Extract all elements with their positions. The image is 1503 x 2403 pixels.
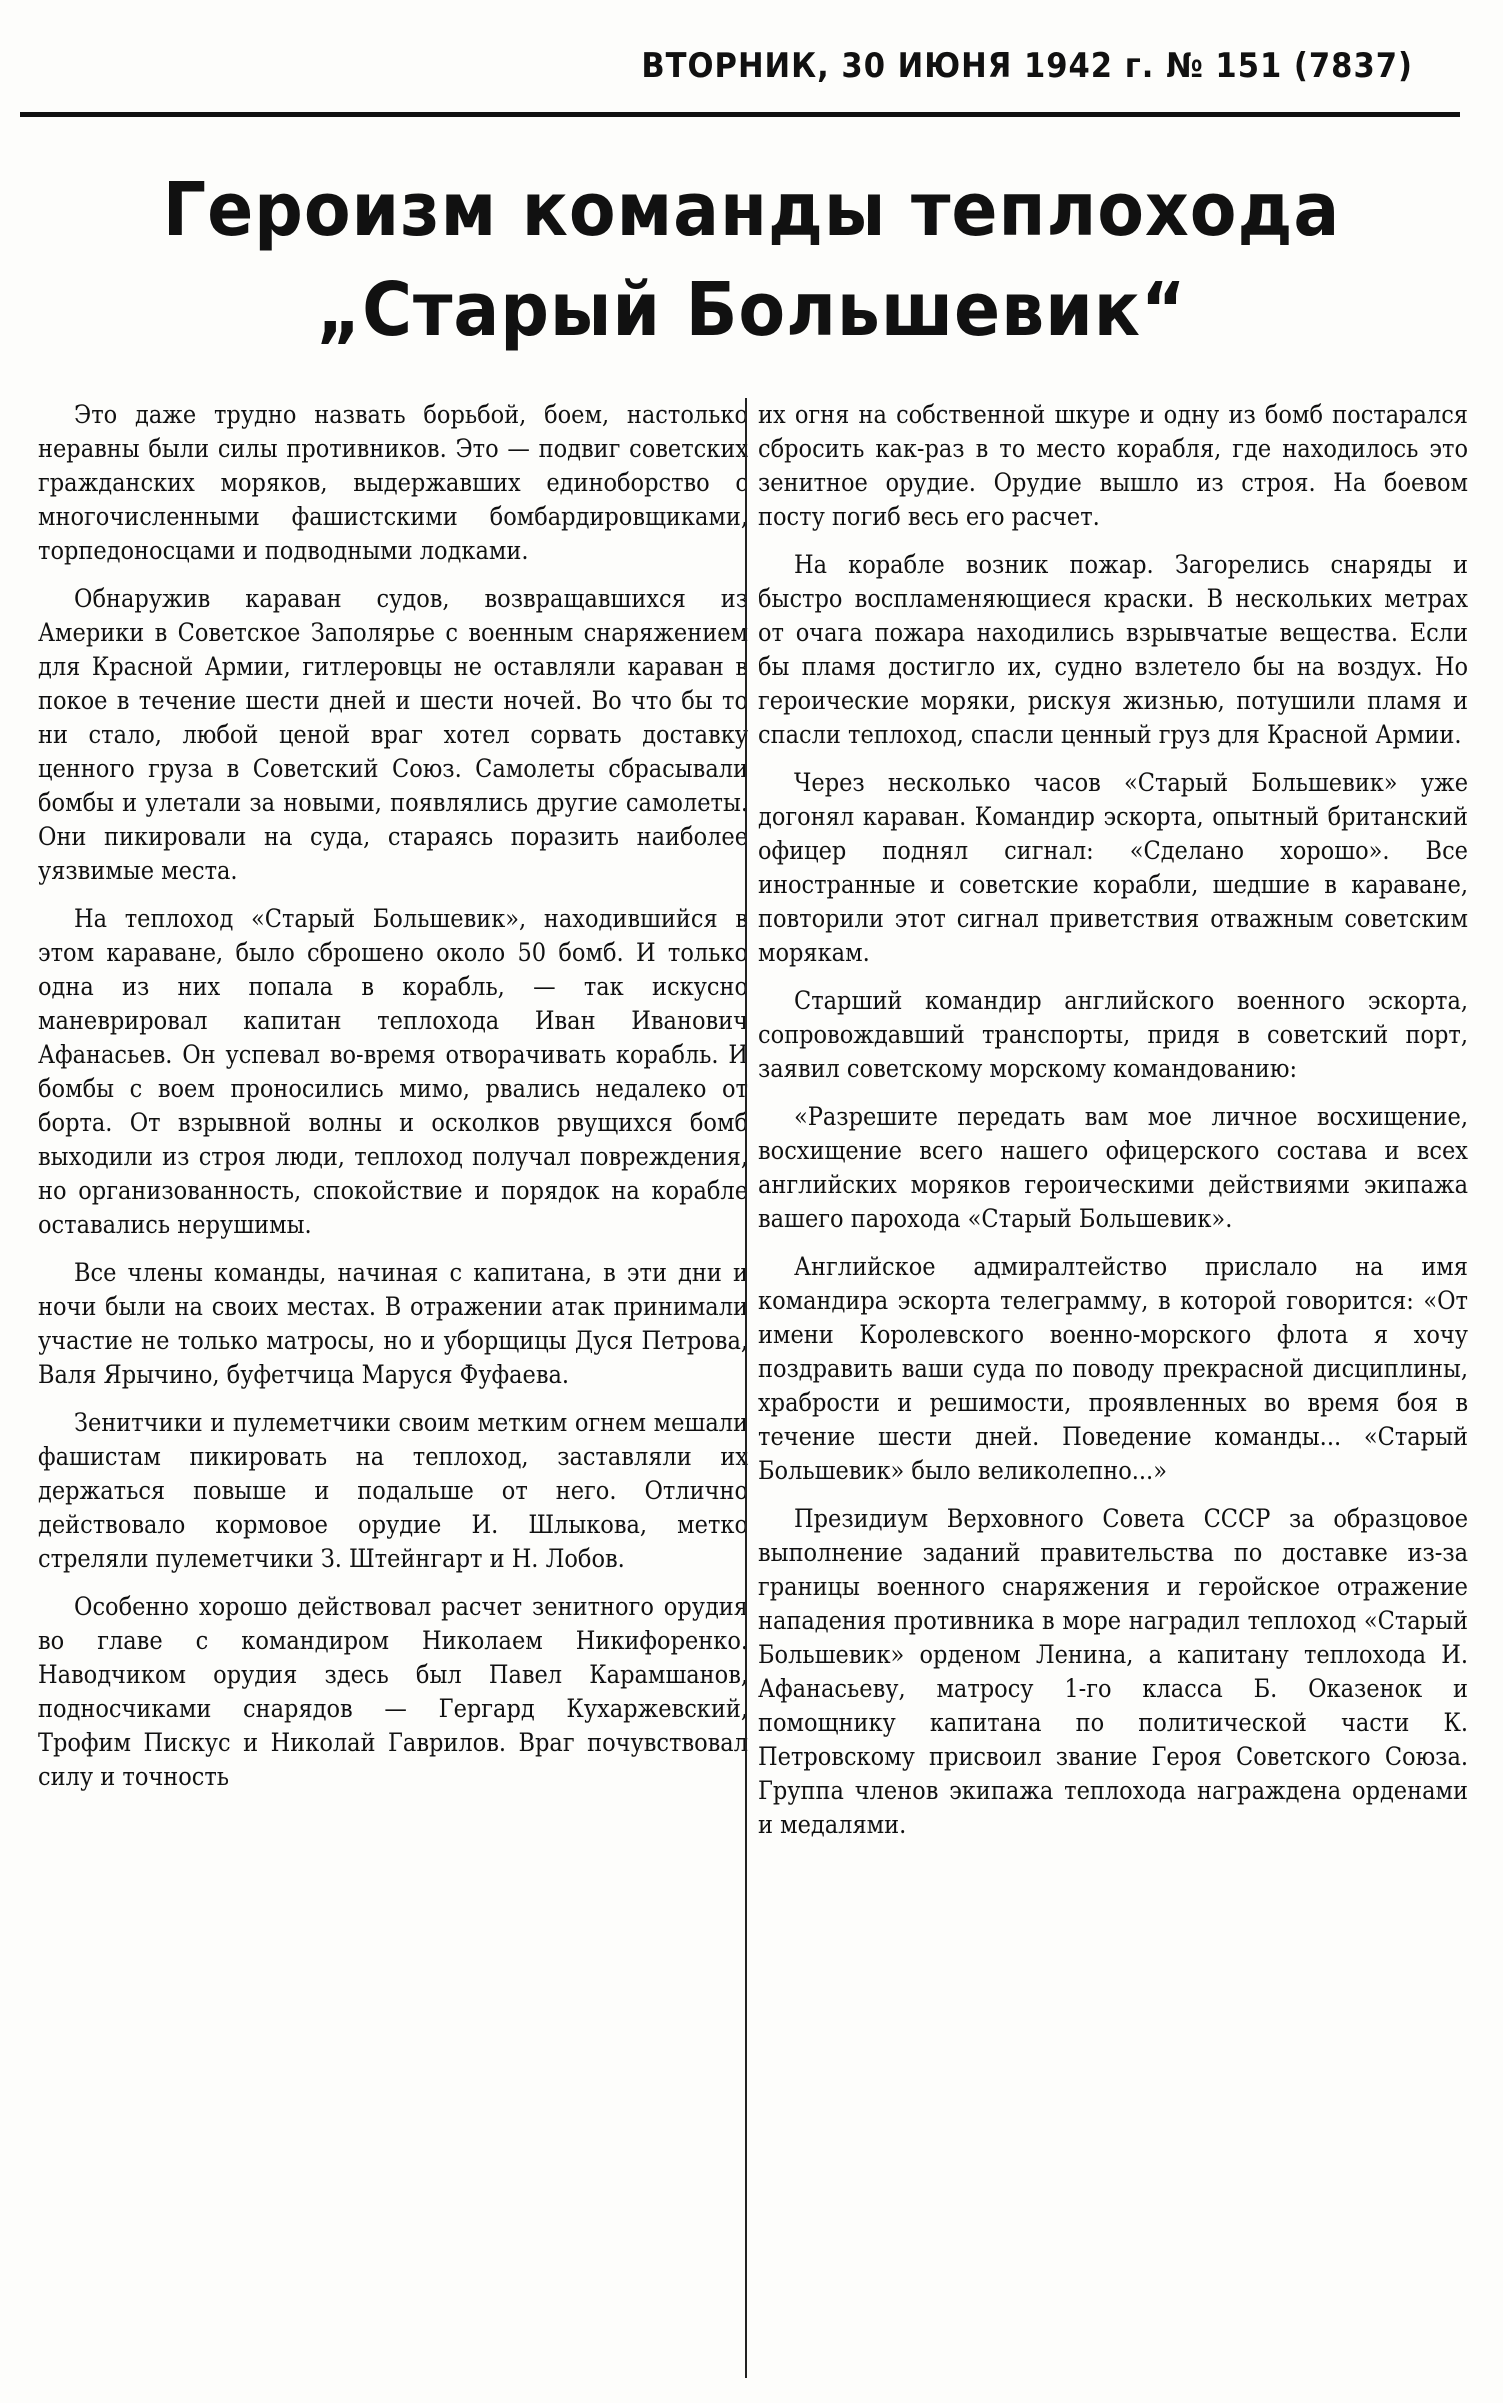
masthead-rule [20,112,1460,117]
paragraph: Все члены команды, начиная с капитана, в эти дни и ночи были на своих местах. В отражении атак принимали участие не только матросы, но и уборщицы Дуся Петрова, Валя Ярычино, буфетчица Маруся Фуфаева. [38,1258,748,1389]
dateline: ВТОРНИК, 30 ИЮНЯ 1942 г. № 151 (7837) [641,46,1413,86]
paragraph: На теплоход «Старый Большевик», находившийся в этом караване, было сброшено около 50 бомб. И только одна из них попала в корабль, — так искусно маневрировал капитан теплохода Иван Иванович Афанасьев. Он успевал во-время отворачивать корабль. И бомбы с воем проносились мимо, рвались недалеко от борта. От взрывной волны и осколков рвущихся бомб выходили из строя люди, теплоход получал повреждения, но организованность, спокойствие и порядок на корабле оставались нерушимы. [38,904,748,1239]
article-headline [60,160,1443,360]
paragraph: Президиум Верховного Совета СССР за образцовое выполнение заданий правительства по доставке из-за границы военного снаряжения и геройское отражение нападения противника в море наградил теплоход «Старый Большевик» орденом Ленина, а капитану теплохода И. Афанасьеву, матросу 1-го класса Б. Оказенок и помощнику капитана по политической части К. Петровскому присвоил звание Героя Советского Союза. Группа членов экипажа теплохода награждена орденами и медалями. [758,1504,1468,1839]
article-column-left [38,398,748,1808]
paragraph: Старший командир английского военного эскорта, сопровождавший транспорты, придя в советский порт, заявил советскому морскому командованию: [758,986,1468,1083]
paragraph: Это даже трудно назвать борьбой, боем, настолько неравны были силы противников. Это — подвиг советских гражданских моряков, выдержавших единоборство с многочисленными фашистскими бомбардировщиками, торпедоносцами и подводными лодками. [38,400,748,565]
paragraph: На корабле возник пожар. Загорелись снаряды и быстро воспламеняющиеся краски. В нескольких метрах от очага пожара находились взрывчатые вещества. Если бы пламя достигло их, судно взлетело бы на воздух. Но героические моряки, рискуя жизнью, потушили пламя и спасли теплоход, спасли ценный груз для Красной Армии. [758,550,1468,749]
headline-line-1: Героизм команды теплохода [162,167,1341,253]
paragraph: Английское адмиралтейство прислало на имя командира эскорта телеграмму, в которой говорится: «От имени Королевского военно-морского флота я хочу поздравить ваши суда по поводу прекрасной дисциплины, храбрости и решимости, проявленных во время боя в течение шести дней. Поведение команды... «Старый Большевик» было великолепно...» [758,1252,1468,1485]
article-column-right [758,398,1468,1856]
paragraph: Через несколько часов «Старый Большевик» уже догонял караван. Командир эскорта, опытный британский офицер поднял сигнал: «Сделано хорошо». Все иностранные и советские корабли, шедшие в караване, повторили этот сигнал приветствия отважным советским морякам. [758,768,1468,967]
paragraph: «Разрешите передать вам мое личное восхищение, восхищение всего нашего офицерского состава и всех английских моряков героическими действиями экипажа вашего парохода «Старый Большевик». [758,1102,1468,1233]
column-divider [745,398,747,2378]
paragraph: Обнаружив караван судов, возвращавшихся из Америки в Советское Заполярье с военным снаряжением для Красной Армии, гитлеровцы не оставляли караван в покое в течение шести дней и шести ночей. Во что бы то ни стало, любой ценой враг хотел сорвать доставку ценного груза в Советский Союз. Самолеты сбрасывали бомбы и улетали за новыми, появлялись другие самолеты. Они пикировали на суда, стараясь поразить наиболее уязвимые места. [38,584,748,885]
paragraph: Зенитчики и пулеметчики своим метким огнем мешали фашистам пикировать на теплоход, заставляли их держаться повыше и подальше от него. Отлично действовало кормовое орудие И. Шлыкова, метко стреляли пулеметчики З. Штейнгарт и Н. Лобов. [38,1408,748,1573]
paragraph: Особенно хорошо действовал расчет зенитного орудия во главе с командиром Николаем Никифоренко. Наводчиком орудия здесь был Павел Карамшанов, подносчиками снарядов — Гергард Кухаржевский, Трофим Пискус и Николай Гаврилов. Враг почувствовал силу и точность [38,1592,748,1791]
paragraph: их огня на собственной шкуре и одну из бомб постарался сбросить как-раз в то место корабля, где находилось это зенитное орудие. Орудие вышло из строя. На боевом посту погиб весь его расчет. [758,400,1468,531]
headline-line-2: „Старый Большевик“ [316,267,1187,353]
